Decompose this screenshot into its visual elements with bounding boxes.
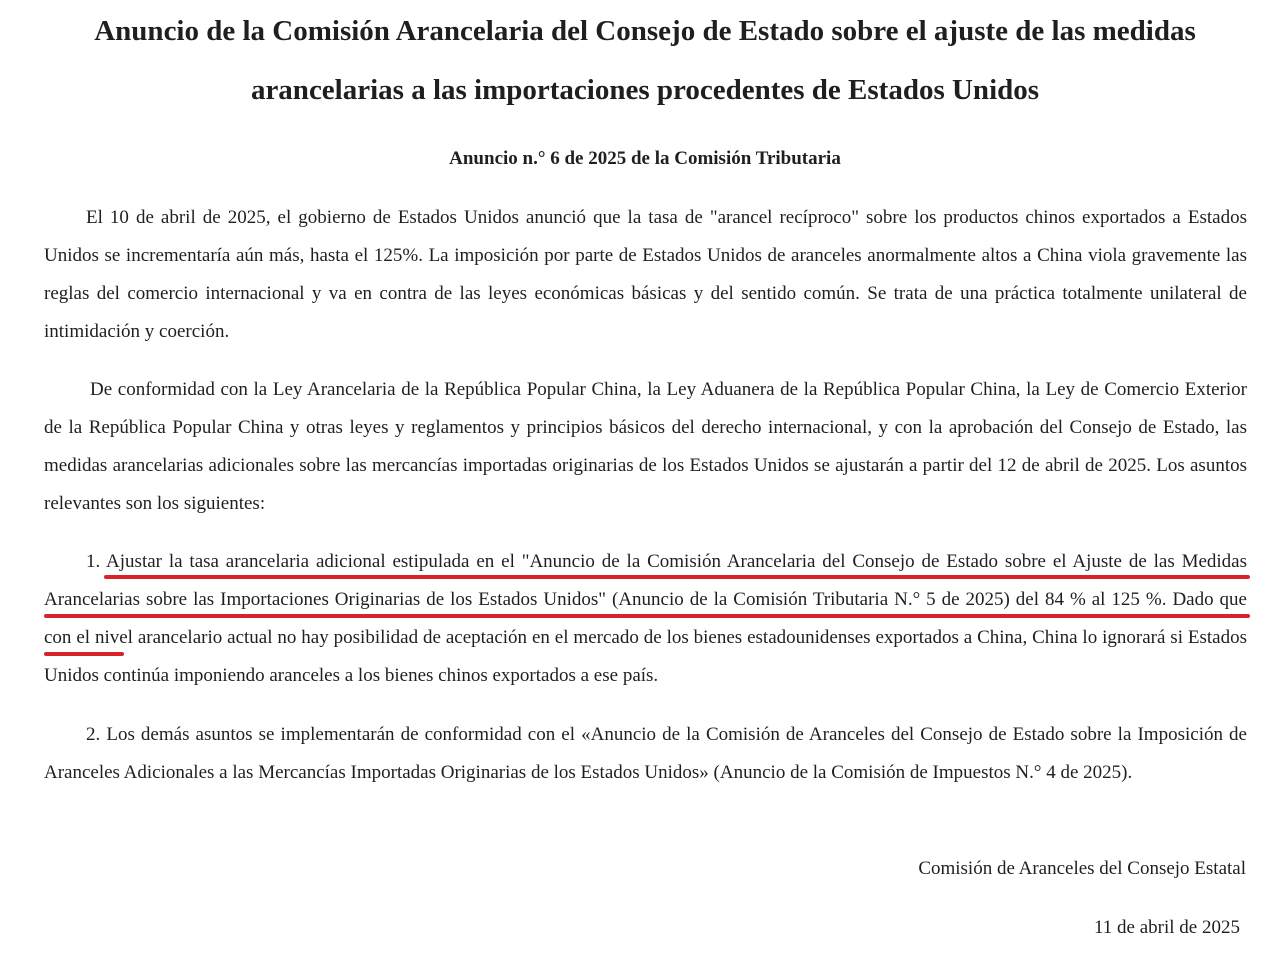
- highlight-underline-3: [44, 652, 124, 656]
- paragraph-item-2: 2. Los demás asuntos se implementarán de conformidad con el «Anuncio de la Comisión de Aranceles del Consejo de Estado sobre la Imposición de Aranceles Adicionales a las Mercancías Importadas Originarias de los Estados Unidos» (Anuncio de la Comisión de Impuestos N.° 4 de 2025).: [44, 724, 1247, 783]
- highlight-underline-1: [104, 575, 1250, 579]
- paragraph-legal-basis: De conformidad con la Ley Arancelaria de la República Popular China, la Ley Aduanera de la República Popular China, la Ley de Comercio Exterior de la República Popular China y otras leyes y reglamentos y principios básicos del derecho internacional, y con la aprobación del Consejo de Estado, las medidas arancelarias adicionales sobre las mercancías importadas originarias de los Estados Unidos se ajustarán a partir del 12 de abril de 2025. Los asuntos relevantes son los siguientes:: [44, 379, 1247, 514]
- paragraph-intro: El 10 de abril de 2025, el gobierno de Estados Unidos anunció que la tasa de "arancel recíproco" sobre los productos chinos exportados a Estados Unidos se incrementaría aún más, hasta el 125%. La imposición por parte de Estados Unidos de aranceles anormalmente altos a China viola gravemente las reglas del comercio internacional y va en contra de las leyes económicas básicas y del sentido común. Se trata de una práctica totalmente unilateral de intimidación y coerción.: [44, 207, 1247, 342]
- signature: Comisión de Aranceles del Consejo Estatal: [918, 858, 1246, 879]
- document-title-line-1: Anuncio de la Comisión Arancelaria del Consejo de Estado sobre el ajuste de las medidas: [94, 15, 1196, 47]
- highlight-underline-2: [44, 614, 1250, 618]
- document-title-line-2: arancelarias a las importaciones procedentes de Estados Unidos: [250, 74, 1040, 106]
- document-subtitle: Anuncio n.° 6 de 2025 de la Comisión Tributaria: [449, 148, 841, 169]
- date: 11 de abril de 2025: [1094, 917, 1240, 938]
- paragraph-item-1: 1. Ajustar la tasa arancelaria adicional estipulada en el "Anuncio de la Comisión Arancelaria del Consejo de Estado sobre el Ajuste de las Medidas Arancelarias sobre las Importaciones Originarias de los Estados Unidos" (Anuncio de la Comisión Tributaria N.° 5 de 2025) del 84 % al 125 %. Dado que con el nivel arancelario actual no hay posibilidad de aceptación en el mercado de los bienes estadounidenses exportados a China, China lo ignorará si Estados Unidos continúa imponiendo aranceles a los bienes chinos exportados a ese país.: [44, 551, 1247, 686]
